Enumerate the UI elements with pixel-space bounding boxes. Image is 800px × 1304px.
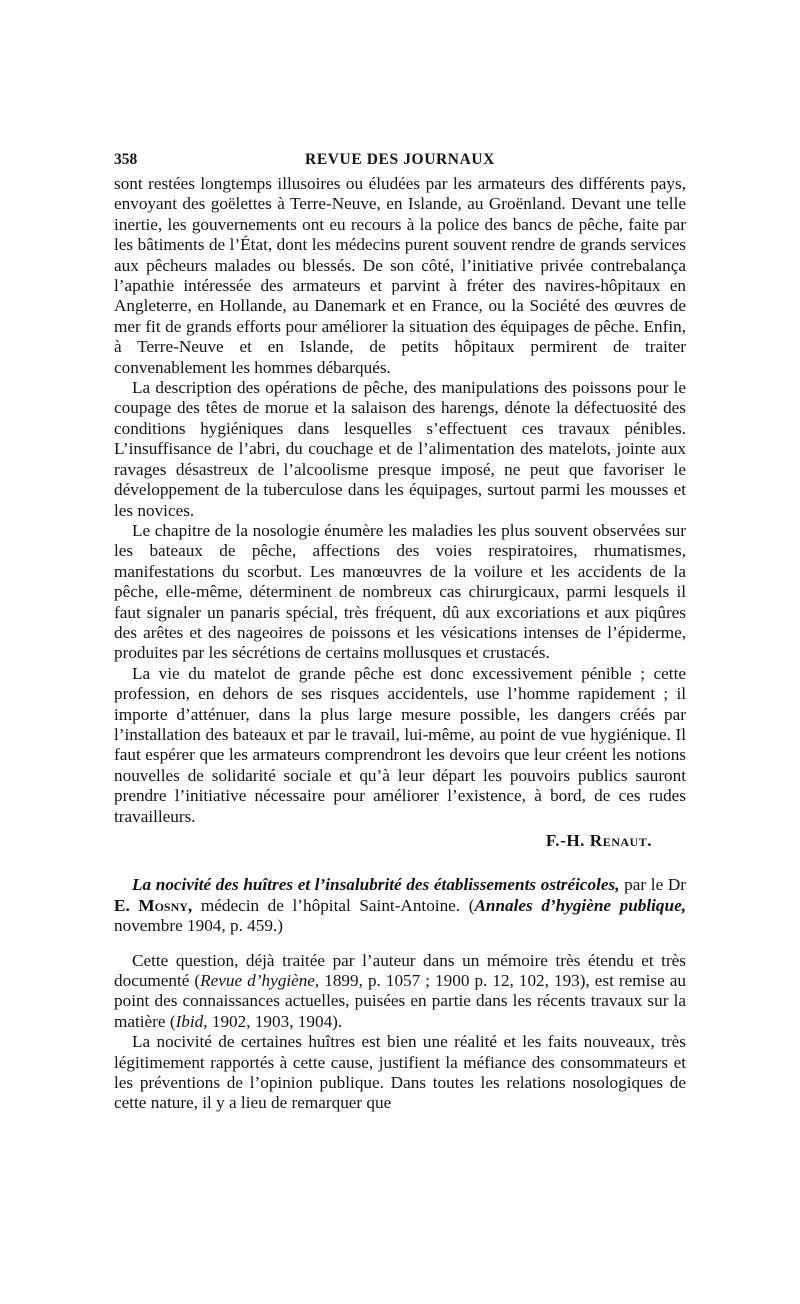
journal-title: REVUE DES JOURNAUX — [305, 151, 495, 168]
reference-ibid: Ibid, — [175, 1011, 208, 1031]
reference-revue-hygiene: Revue d’hygiène, — [200, 971, 320, 991]
article-source: Annales d’hygiène publique, — [474, 895, 686, 915]
article-text-segment: 1899, p. 1057 ; 1900 p. 12, 102, 193), est remise au point des connaissances actuelles, puisées en partie dans les récents travaux sur la matière ( — [114, 971, 686, 1031]
paragraph-nosology: Le chapitre de la nosologie énumère les maladies les plus souvent observées sur les bateaux de pêche, affections des voies respiratoires, rhumatismes, manifestations du scorbut. Les manœuvres de la voilure et les accidents de la pêche, elle-même, déterminent de nombreux cas chirurgicaux, parmi lesquels il faut signaler un panaris spécial, très fréquent, dû aux excoriations et aux piqûres des arêtes et des nageoires de poissons et les vésications intenses de l’épiderme, produites par les sécrétions de certains mollusques et crustacés. — [114, 520, 686, 663]
signature-surname: Renaut. — [589, 831, 652, 850]
review-signature — [114, 831, 686, 851]
page-number: 358 — [114, 151, 138, 168]
article-paragraph-question — [114, 951, 686, 1033]
article-text-segment: Cette question, déjà traitée par l’auteur dans un mémoire très étendu et très documenté ( — [114, 950, 686, 991]
paragraph-fishing-operations: La description des opérations de pêche, des manipulations des poissons pour le coupage des têtes de morue et la salaison des harengs, dénote la défectuosité des conditions hygiéniques dans lesquelles s’effectuent ces travaux pénibles. L’insuffisance de l’abri, du couchage et de l’alimentation des matelots, jointe aux ravages désastreux de l’alcoolisme presque imposé, ne peut que favoriser le développement de la tuberculose dans les équipages, surtout parmi les mousses et les novices. — [114, 378, 686, 520]
document-page — [114, 150, 686, 1114]
article-author: E. Mosny, — [114, 895, 193, 915]
article-text-segment: 1902, 1903, 1904). — [207, 1011, 343, 1031]
article-affiliation: médecin de l’hôpital Saint-Antoine. ( — [192, 895, 475, 915]
paragraph-conclusion: La vie du matelot de grande pêche est donc excessivement pénible ; cette profession, en dehors de ses risques accidentels, use l’homme rapidement ; il importe d’atténuer, dans la plus large mesure possible, les dangers créés par l’installation des bateaux et par le travail, lui-même, au point de vue hygiénique. Il faut espérer que les armateurs comprendront les devoirs que leur créent les notions nouvelles de solidarité sociale et qu’à leur départ les pouvoirs publics sauront prendre l’initiative nécessaire pour améliorer l’existence, à bord, de ces rudes travailleurs. — [114, 663, 686, 826]
running-header — [114, 150, 686, 172]
article-paragraph-nocivity: La nocivité de certaines huîtres est bien une réalité et les faits nouveaux, très légitimement rapportés à cette cause, justifient la méfiance des consommateurs et les préventions de l’opinion publique. Dans toutes les relations nosologiques de cette nature, il y a lieu de remarquer que — [114, 1032, 686, 1113]
article-date-pages: novembre 1904, p. 459.) — [114, 916, 283, 936]
article-heading — [114, 875, 686, 936]
article-by: par le — [619, 875, 668, 895]
signature-initials: F.-H. — [545, 831, 590, 850]
doctor-abbrev: Dr — [667, 875, 686, 895]
article-title: La nocivité des huîtres et l’insalubrité des établissements ostréicoles, — [132, 875, 620, 895]
paragraph-continued: sont restées longtemps illusoires ou éludées par les armateurs des différents pays, envoyant des goëlettes à Terre-Neuve, en Islande, au Groënland. Devant une telle inertie, les gouvernements ont eu recours à la police des bancs de pêche, faite par les bâtiments de l’État, dont les médecins purent souvent rendre de grands services aux pêcheurs malades ou blessés. De son côté, l’initiative privée contrebalança l’apathie intéressée des armateurs et parvint à fréter des navires-hôpitaux en Angleterre, en Hollande, au Danemark et en France, ou la Société des œuvres de mer fit de grands efforts pour améliorer la situation des équipages de pêche. Enfin, à Terre-Neuve et en Islande, de petits hôpitaux permirent de traiter convenablement les hommes débarqués. — [114, 174, 686, 377]
